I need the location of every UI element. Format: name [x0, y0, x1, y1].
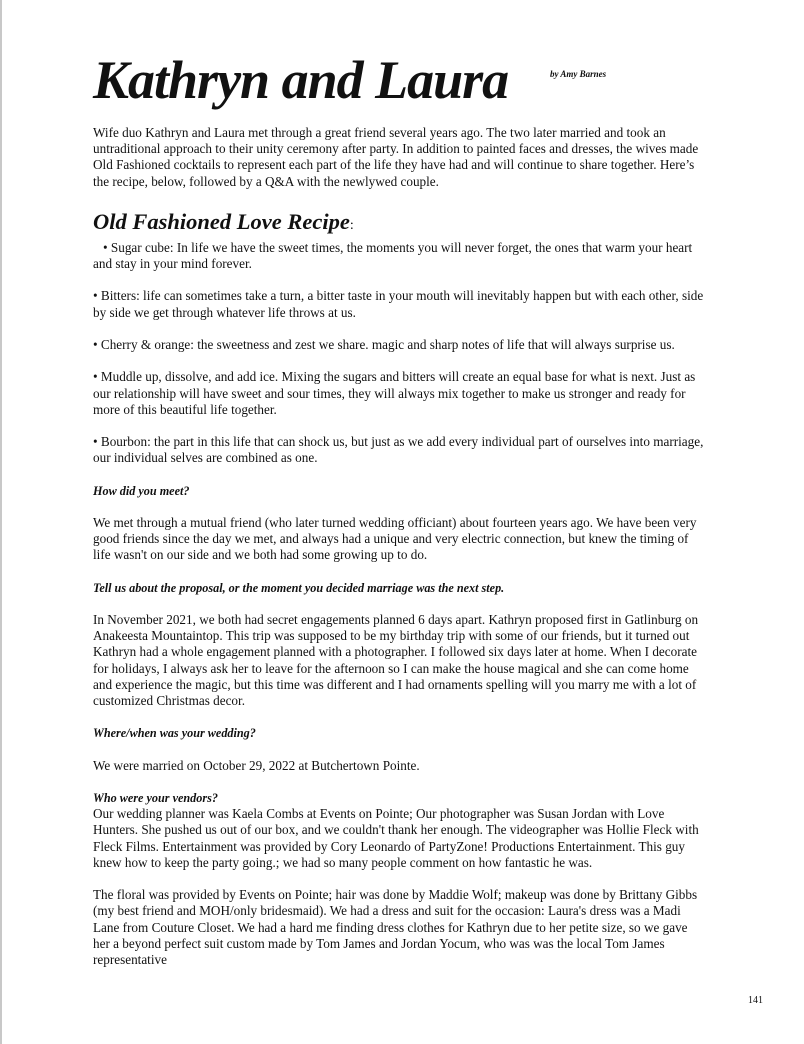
recipe-list: [93, 240, 705, 467]
answer-meet: We met through a mutual friend (who later turned wedding officiant) about fourteen years ago. We have been very good friends since the day we met, and always had a unique and very electric connection, but knew the timing of life wasn't on our side and we both had some growing up to do.: [93, 514, 697, 563]
qa-section: [93, 483, 705, 968]
article-page: [93, 52, 705, 984]
page-number: 141: [748, 995, 763, 1006]
recipe-item-bourbon: • Bourbon: the part in this life that can shock us, but just as we add every individual part of ourselves into marriage, our individual selves are combined as one.: [93, 434, 704, 466]
article-title: Kathryn and Laura: [93, 50, 509, 110]
question-wedding: Where/when was your wedding?: [93, 726, 256, 741]
answer-wedding: We were married on October 29, 2022 at Butchertown Pointe.: [93, 757, 420, 773]
article-intro: Wife duo Kathryn and Laura met through a great friend several years ago. The two later married and took an untraditional approach to their unity ceremony after party. In addition to painted faces and dresses, the wives made Old Fashioned cocktails to represent each part of the life they have had and will continue to share together. Here’s the recipe, below, followed by a Q&A with the newlywed couple.: [93, 125, 699, 189]
recipe-heading-colon: :: [349, 217, 354, 233]
page-edge: [0, 0, 2, 1044]
question-meet: How did you meet?: [93, 483, 190, 498]
article-byline: by Amy Barnes: [550, 69, 607, 79]
recipe-item-sugar: • Sugar cube: In life we have the sweet times, the moments you will never forget, the ones that warm your heart and stay in your mind forever.: [93, 239, 693, 272]
recipe-item-muddle: • Muddle up, dissolve, and add ice. Mixing the sugars and bitters will create an equal base for what is next. Just as our relationship will have sweet and sour times, they will always mix together to make us stronger and ready for more of this beautiful life together.: [93, 369, 696, 417]
answer-vendors-1: Our wedding planner was Kaela Combs at Events on Pointe; Our photographer was Susan Jordan with Love Hunters. She pushed us out of our box, and we couldn't thank her enough. The videographer was Hollie Fleck with Fleck Films. Entertainment was provided by Cory Leonardo of PartyZone! Productions Entertainment. This guy knew how to keep the party going.; we had so many people comment on how fantastic he was.: [93, 806, 699, 870]
recipe-item-bitters: • Bitters: life can sometimes take a turn, a bitter taste in your mouth will inevitably happen but with each other, side by side we get through whatever life throws at us.: [93, 288, 704, 320]
question-proposal: Tell us about the proposal, or the moment you decided marriage was the next step.: [93, 580, 505, 595]
question-vendors: Who were your vendors?: [93, 790, 218, 805]
answer-vendors-2: The floral was provided by Events on Pointe; hair was done by Maddie Wolf; makeup was done by Brittany Gibbs (my best friend and MOH/only bridesmaid). We had a dress and suit for the occasion: Laura's dress was a Madi Lane from Couture Closet. We had a hard me finding dress clothes for Kathryn due to her petite size, so we gave her a beyond perfect suit custom made by Tom James and Jordan Yocum, who was was the local Tom James representative: [93, 887, 698, 967]
title-row: [93, 52, 705, 114]
recipe-heading-text: Old Fashioned Love Recipe: [93, 208, 350, 234]
recipe-item-cherry: • Cherry & orange: the sweetness and zest we share. magic and sharp notes of life that will always surprise us.: [93, 337, 675, 352]
recipe-heading: [93, 208, 705, 240]
answer-proposal: In November 2021, we both had secret engagements planned 6 days apart. Kathryn proposed first in Gatlinburg on Anakeesta Mountaintop. This trip was supposed to be my birthday trip with some of our friends, but it turned out Kathryn had a whole engagement planned with a photographer. I followed six days later at home. When I decorate for holidays, I always ask her to leave for the afternoon so I can make the house magical and she can come home and experience the magic, but this time was different and I had ornaments spelling will you marry me with a lot of customized Christmas decor.: [93, 611, 699, 708]
